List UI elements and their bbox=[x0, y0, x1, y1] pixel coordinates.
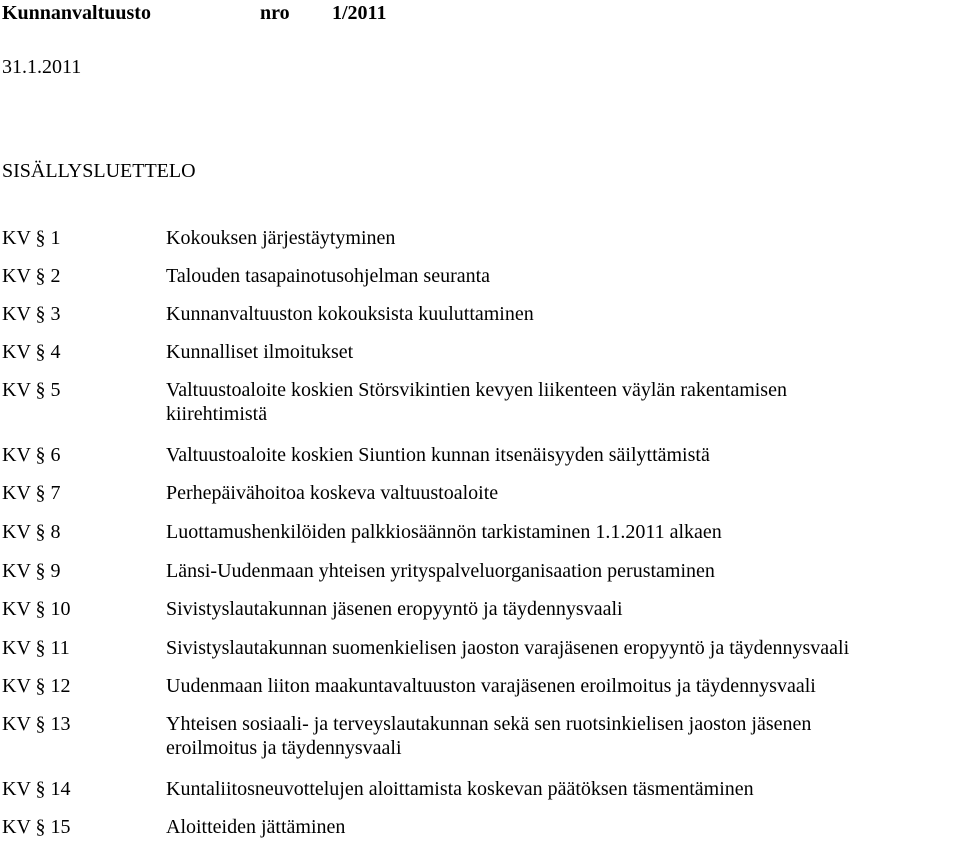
toc-item-code: KV § 10 bbox=[2, 598, 71, 620]
toc-item-title-line: Kokouksen järjestäytyminen bbox=[166, 227, 396, 249]
toc-item-code: KV § 8 bbox=[2, 521, 61, 543]
toc-item-title-line: Kunnalliset ilmoitukset bbox=[166, 341, 354, 363]
toc-item-code: KV § 7 bbox=[2, 482, 61, 504]
toc-item-title bbox=[166, 636, 960, 660]
toc-item-code: KV § 9 bbox=[2, 560, 61, 582]
toc-item-title-line: Talouden tasapainotusohjelman seuranta bbox=[166, 265, 491, 287]
toc-item-code: KV § 11 bbox=[2, 637, 70, 659]
toc-item-title bbox=[166, 597, 960, 621]
toc-item-title bbox=[166, 264, 960, 288]
meeting-number: 1/2011 bbox=[332, 2, 387, 24]
toc-item-code: KV § 5 bbox=[2, 379, 61, 401]
toc-item-title bbox=[166, 481, 960, 505]
toc-item-title-line: Uudenmaan liiton maakuntavaltuuston varajäsenen eroilmoitus ja täydennysvaali bbox=[166, 675, 816, 697]
toc-item-code: KV § 2 bbox=[2, 265, 61, 287]
toc-item-code: KV § 6 bbox=[2, 444, 61, 466]
toc-item-title-line: Valtuustoaloite koskien Störsvikintien kevyen liikenteen väylän rakentamisen bbox=[166, 379, 787, 401]
toc-item-title-line: Kuntaliitosneuvottelujen aloittamista koskevan päätöksen täsmentäminen bbox=[166, 778, 754, 800]
toc-item-title-line: Sivistyslautakunnan jäsenen eropyyntö ja täydennysvaali bbox=[166, 598, 623, 620]
toc-item-code: KV § 14 bbox=[2, 778, 71, 800]
toc-item-title bbox=[166, 443, 960, 467]
toc-item-title-line: Valtuustoaloite koskien Siuntion kunnan itsenäisyyden säilyttämistä bbox=[166, 444, 710, 466]
toc-item-title bbox=[166, 226, 960, 250]
toc-item-title bbox=[166, 815, 960, 839]
toc-item-title-line: Aloitteiden jättäminen bbox=[166, 816, 346, 838]
meeting-date: 31.1.2011 bbox=[2, 56, 82, 78]
number-label: nro bbox=[260, 2, 290, 24]
toc-item-title-line: Perhepäivähoitoa koskeva valtuustoaloite bbox=[166, 482, 499, 504]
toc-item-title-line: Sivistyslautakunnan suomenkielisen jaoston varajäsenen eropyyntö ja täydennysvaali bbox=[166, 637, 850, 659]
toc-item-title bbox=[166, 777, 960, 801]
toc-item-code: KV § 13 bbox=[2, 713, 71, 735]
toc-item-title bbox=[166, 712, 960, 760]
toc-item-title bbox=[166, 559, 960, 583]
toc-item-title-line: Länsi-Uudenmaan yhteisen yrityspalveluorganisaation perustaminen bbox=[166, 560, 715, 582]
toc-item-code: KV § 15 bbox=[2, 816, 71, 838]
toc-item-title bbox=[166, 302, 960, 326]
organ-name: Kunnanvaltuusto bbox=[2, 2, 151, 24]
toc-item-title-line: Kunnanvaltuuston kokouksista kuuluttaminen bbox=[166, 303, 534, 325]
toc-item-code: KV § 3 bbox=[2, 303, 61, 325]
toc-item-title-line: Luottamushenkilöiden palkkiosäännön tarkistaminen 1.1.2011 alkaen bbox=[166, 521, 722, 543]
toc-item-title bbox=[166, 674, 960, 698]
toc-item-code: KV § 12 bbox=[2, 675, 71, 697]
toc-item-title-line: Yhteisen sosiaali- ja terveyslautakunnan sekä sen ruotsinkielisen jaoston jäsenen bbox=[166, 713, 812, 735]
toc-item-title bbox=[166, 520, 960, 544]
toc-item-title-line: kiirehtimistä bbox=[166, 403, 268, 425]
toc-item-title-line: eroilmoitus ja täydennysvaali bbox=[166, 737, 402, 759]
document-header bbox=[2, 1, 386, 25]
toc-item-title bbox=[166, 340, 960, 364]
toc-item-title bbox=[166, 378, 960, 426]
toc-item-code: KV § 1 bbox=[2, 227, 61, 249]
toc-item-code: KV § 4 bbox=[2, 341, 61, 363]
toc-heading: SISÄLLYSLUETTELO bbox=[2, 160, 196, 182]
